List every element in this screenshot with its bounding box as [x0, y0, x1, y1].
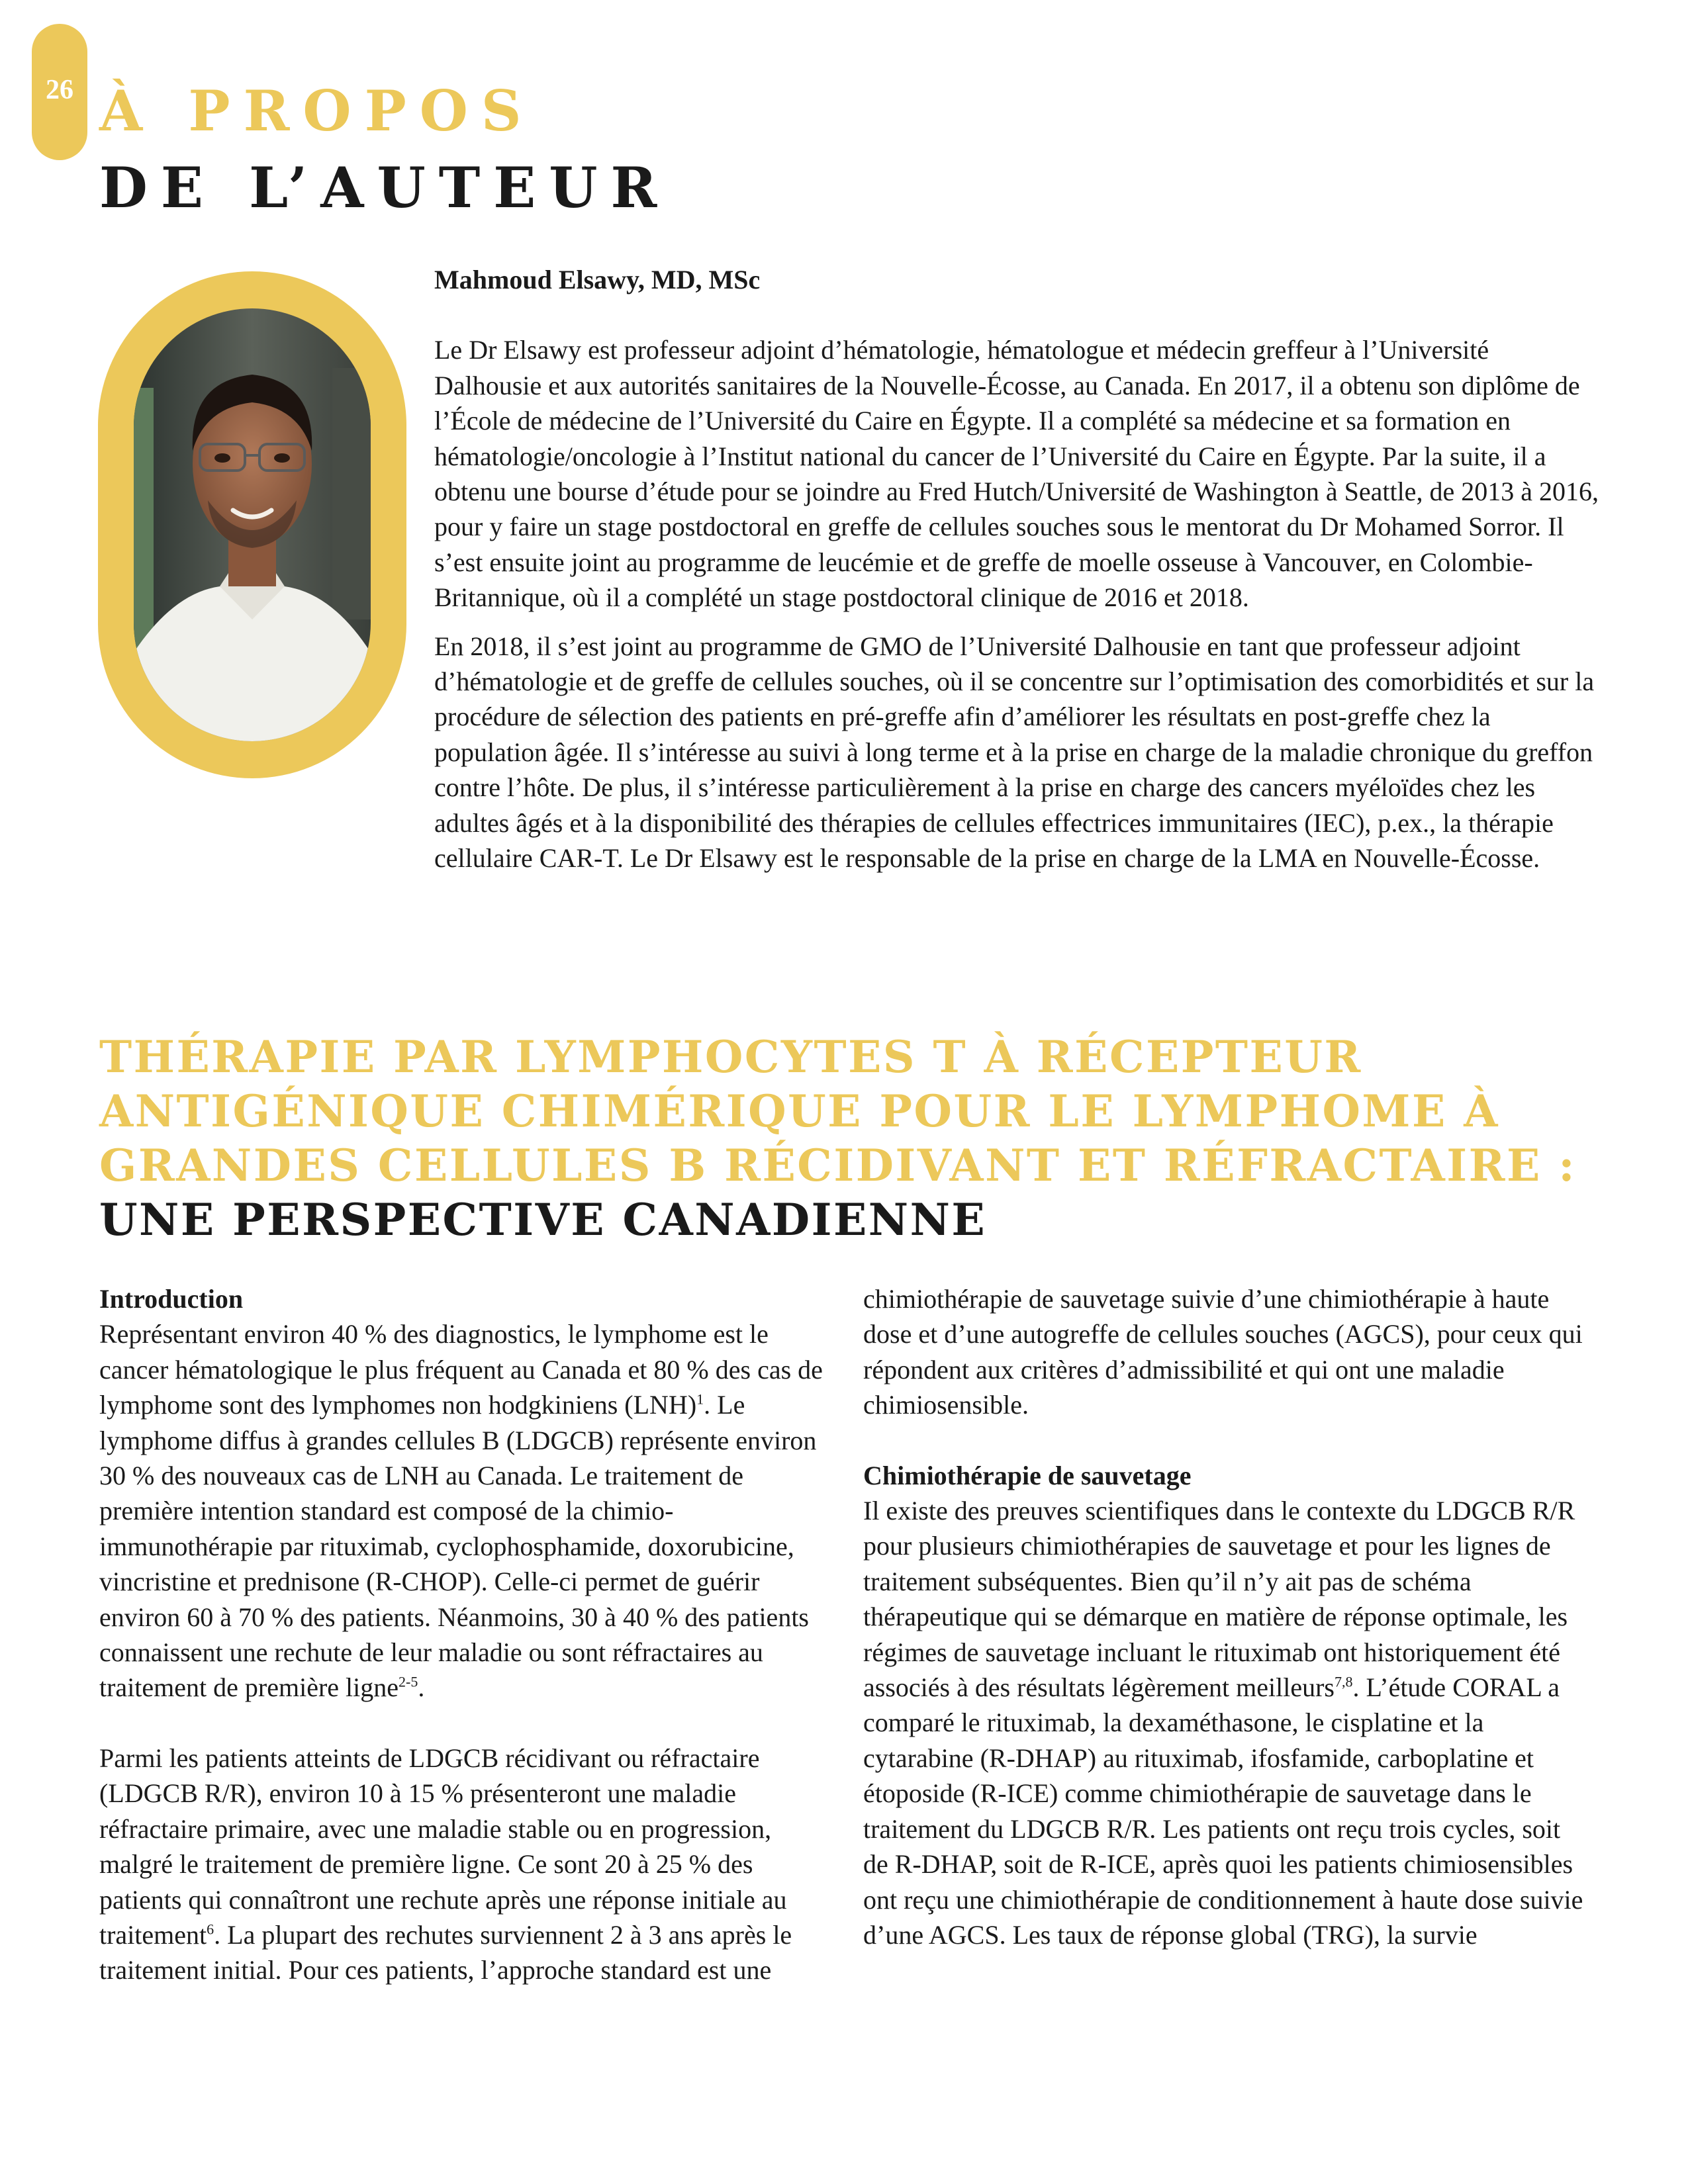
article-title [99, 1030, 1622, 1247]
section-heading-accent: À PROPOS [99, 78, 535, 144]
page-number: 26 [46, 75, 73, 105]
article-column-left [99, 1281, 827, 1988]
author-portrait-frame [98, 271, 406, 778]
article-title-line: THÉRAPIE PAR LYMPHOCYTES T À RÉCEPTEUR [99, 1031, 1362, 1083]
article-subtitle: UNE PERSPECTIVE CANADIENNE [99, 1194, 987, 1246]
article-title-line: ANTIGÉNIQUE CHIMÉRIQUE POUR LE LYMPHOME À [99, 1085, 1499, 1137]
body-paragraph: Parmi les patients atteints de LDGCB récidivant ou réfractaire (LDGCB R/R), environ 10 à 15 % présenteront une maladie réfractaire primaire, avec une maladie stable ou en progression, malgré le traitement de première ligne. Ce sont 20 à 25 % des patients qui connaîtront une rechute après une réponse initiale au traitement$^6$. La plupart des rechutes surviennent 2 à 3 ans après le traitement initial. Pour ces patients, l’approche standard est une [99, 1743, 792, 1985]
section-heading-main: DE L’AUTEUR [99, 155, 671, 220]
author-bio [434, 262, 1599, 889]
citation: 7,8 [1334, 1673, 1353, 1690]
author-name: Mahmoud Elsawy, MD, MSc [434, 265, 761, 295]
salvage-chemotherapy-heading: Chimiothérapie de sauvetage [863, 1460, 1192, 1490]
body-paragraph-continued: chimiothérapie de sauvetage suivie d’une chimiothérapie à haute dose et d’une autogreffe de cellules souches (AGCS), pour ceux qui répondent aux critères d’admissibilité et qui ont une maladie chimiosensible. [863, 1284, 1583, 1420]
author-bio-paragraph: Le Dr Elsawy est professeur adjoint d’hématologie, hématologue et médecin greffeur à l’Université Dalhousie et aux autorités sanitaires de la Nouvelle-Écosse, au Canada. En 2017, il a obtenu son diplôme de l’École de médecine de l’Université du Caire en Égypte. Il a complété sa médecine et sa formation en hématologie/oncologie à l’Institut national du cancer de l’Université du Caire en Égypte. Par la suite, il a obtenu une bourse d’étude pour se joindre au Fred Hutch/Université de Washington à Seattle, de 2013 à 2016, pour y faire un stage postdoctoral en greffe de cellules souches sous le mentorat du Dr Mohamed Sorror. Il s’est ensuite joint au programme de leucémie et de greffe de moelle osseuse à Vancouver, en Colombie-Britannique, où il a complété un stage postdoctoral clinique de 2016 et 2018. [434, 335, 1599, 613]
article-column-right [863, 1281, 1591, 1952]
introduction-heading: Introduction [99, 1284, 244, 1314]
body-paragraph: Représentant environ 40 % des diagnostics, le lymphome est le cancer hématologique le plus fréquent au Canada et 80 % des cas de lymphome sont des lymphomes non hodgkiniens (LNH)$^1$. Le lymphome diffus à grandes cellules B (LDGCB) représente environ 30 % des nouveaux cas de LNH au Canada. Le traitement de première intention standard est composé de la chimio-immunothérapie par rituximab, cyclophosphamide, doxorubicine, vincristine et prednisone (R-CHOP). Celle-ci permet de guérir environ 60 à 70 % des patients. Néanmoins, 30 à 40 % des patients connaissent une rechute de leur maladie ou sont réfractaires au traitement de première ligne$^{2-5}$. [99, 1319, 823, 1703]
author-photo [134, 308, 371, 741]
article-title-line: GRANDES CELLULES B RÉCIDIVANT ET RÉFRACTAIRE : [99, 1140, 1577, 1191]
citation: 2-5 [399, 1674, 418, 1691]
citation: 1 [696, 1390, 704, 1408]
body-paragraph: Il existe des preuves scientifiques dans le contexte du LDGCB R/R pour plusieurs chimiothérapies de sauvetage et pour les lignes de traitement subséquentes. Bien qu’il n’y ait pas de schéma thérapeutique qui se démarque en matière de réponse optimale, les régimes de sauvetage incluant le rituximab ont historiquement été associés à des résultats légèrement meilleurs$^{7,8}$. L’étude CORAL a comparé le rituximab, la dexaméthasone, le cisplatine et la cytarabine (R-DHAP) au rituximab, ifosfamide, carboplatine et étoposide (R-ICE) comme chimiothérapie de sauvetage dans le traitement du LDGCB R/R. Les patients ont reçu trois cycles, soit de R-DHAP, soit de R-ICE, après quoi les patients chimiosensibles ont reçu une chimiothérapie de conditionnement à haute dose suivie d’une AGCS. Les taux de réponse global (TRG), la survie [863, 1496, 1583, 1950]
citation: 6 [207, 1921, 214, 1938]
author-bio-paragraph: En 2018, il s’est joint au programme de GMO de l’Université Dalhousie en tant que professeur adjoint d’hématologie et de greffe de cellules souches, où il se concentre sur l’optimisation des comorbidités et sur la procédure de sélection des patients en pré-greffe afin d’améliorer les résultats en post-greffe chez la population âgée. Il s’intéresse au suivi à long terme et à la prise en charge de la maladie chronique du greffon contre l’hôte. De plus, il s’intéresse particulièrement à la prise en charge des cancers myéloïdes chez les adultes âgés et à la disponibilité des thérapies de cellules effectrices immunitaires (IEC), p.ex., la thérapie cellulaire CAR-T. Le Dr Elsawy est le responsable de la prise en charge de la LMA en Nouvelle-Écosse. [434, 631, 1595, 874]
